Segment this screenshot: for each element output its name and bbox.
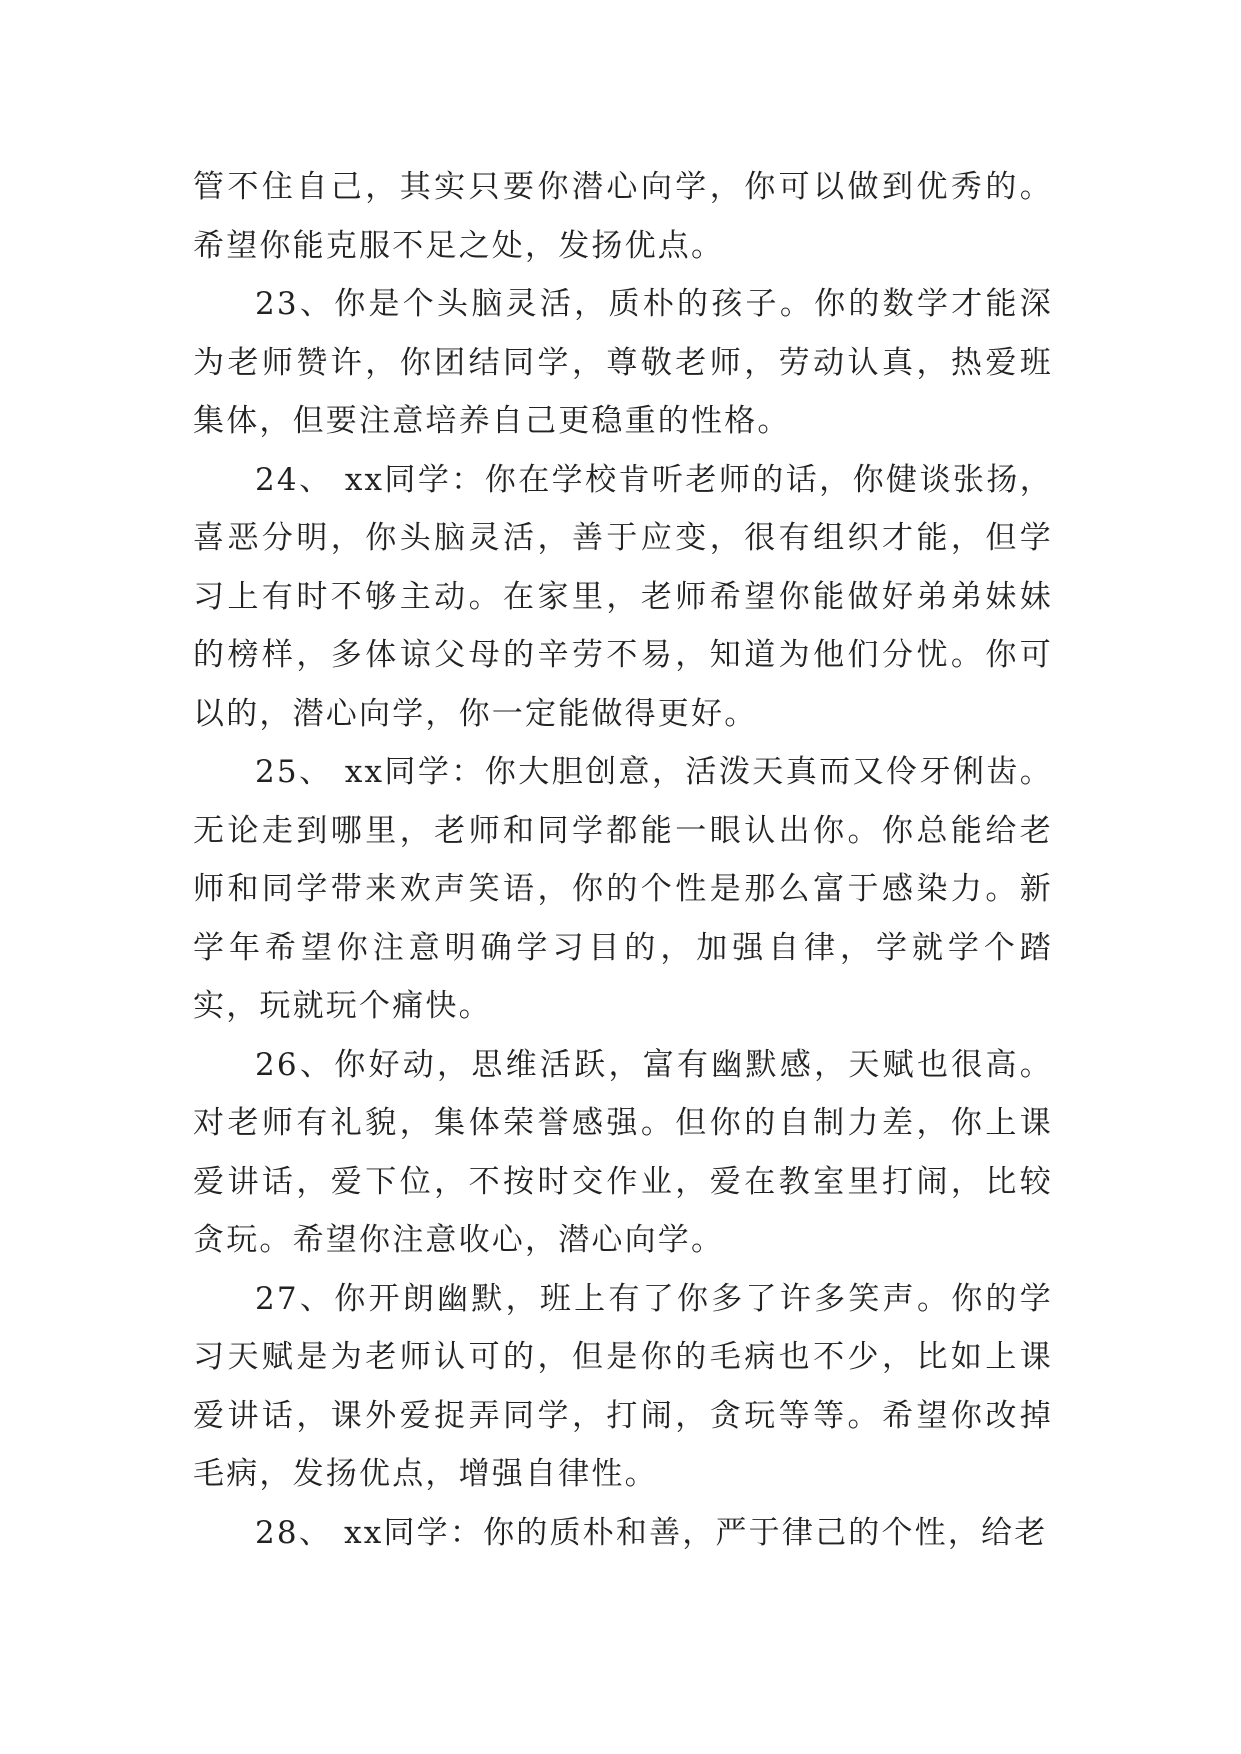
paragraph-27: 27、你开朗幽默，班上有了你多了许多笑声。你的学习天赋是为老师认可的，但是你的毛病也不少，比如上课爱讲话，课外爱捉弄同学，打闹，贪玩等等。希望你改掉毛病，发扬优点，增强自律性。 [193,1280,1053,1492]
paragraph-22-continued: 管不住自己，其实只要你潜心向学，你可以做到优秀的。希望你能克服不足之处，发扬优点。 [193,169,1053,264]
paragraph-28: 28、 xx同学：你的质朴和善，严于律己的个性，给老 [255,1514,1048,1551]
paragraph-26: 26、你好动，思维活跃，富有幽默感，天赋也很高。对老师有礼貌，集体荣誉感强。但你的自制力差，你上课爱讲话，爱下位，不按时交作业，爱在教室里打闹，比较贪玩。希望你注意收心，潜心向学。 [193,1046,1053,1258]
paragraph-24: 24、 xx同学：你在学校肯听老师的话，你健谈张扬，喜恶分明，你头脑灵活，善于应变，很有组织才能，但学习上有时不够主动。在家里，老师希望你能做好弟弟妹妹的榜样，多体谅父母的辛劳不易，知道为他们分忧。你可以的，潜心向学，你一定能做得更好。 [193,461,1053,732]
paragraph-23: 23、你是个头脑灵活，质朴的孩子。你的数学才能深为老师赞许，你团结同学，尊敬老师，劳动认真，热爱班集体，但要注意培养自己更稳重的性格。 [193,286,1053,439]
document-body [193,158,1053,1562]
paragraph-25: 25、 xx同学：你大胆创意，活泼天真而又伶牙俐齿。无论走到哪里，老师和同学都能一眼认出你。你总能给老师和同学带来欢声笑语，你的个性是那么富于感染力。新学年希望你注意明确学习目的，加强自律，学就学个踏实，玩就玩个痛快。 [193,754,1053,1024]
